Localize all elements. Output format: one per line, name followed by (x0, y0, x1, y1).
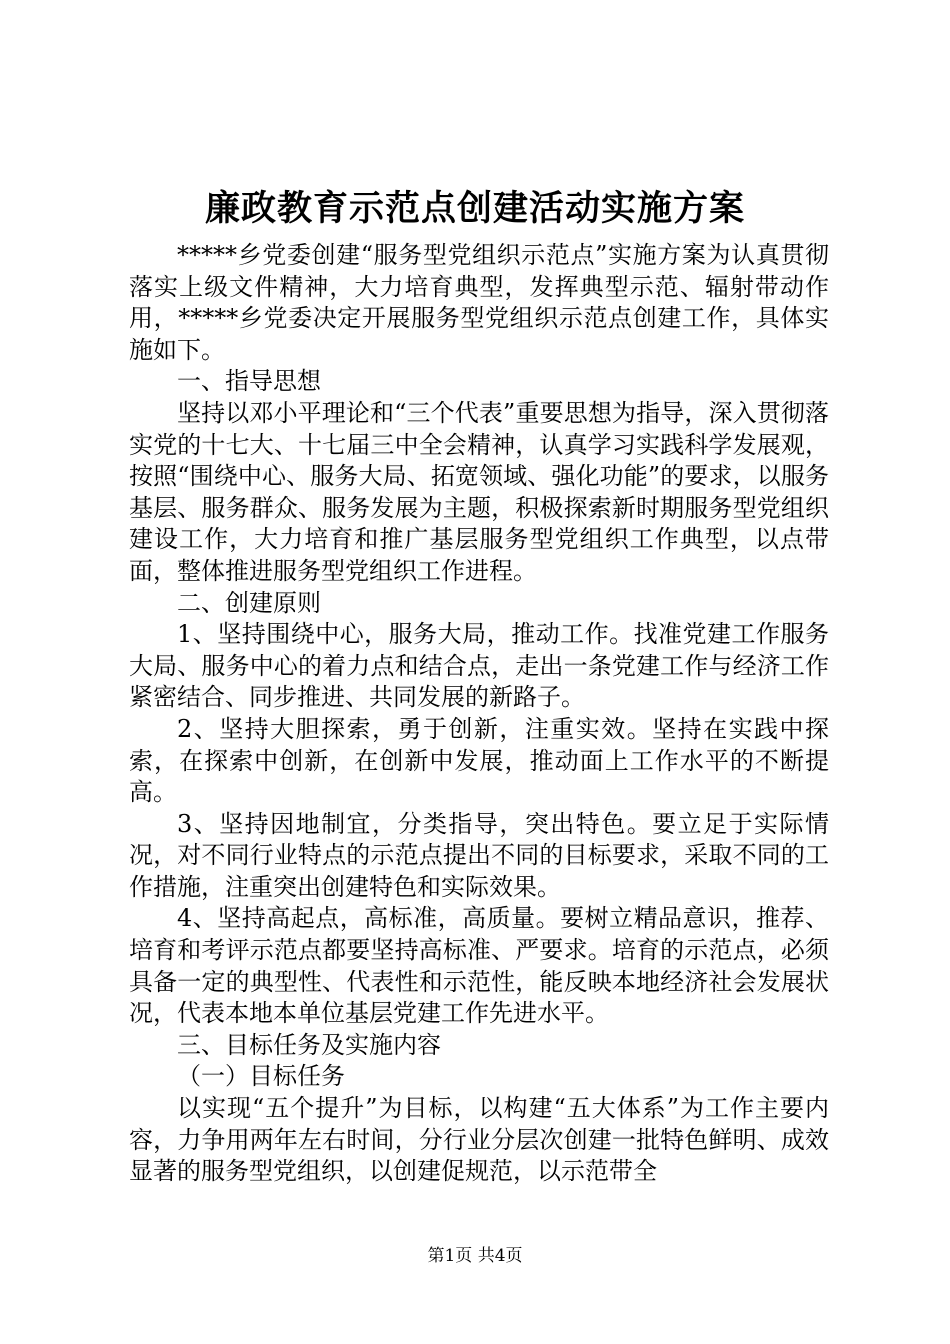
principle-4-paragraph: 4、坚持高起点，高标准，高质量。要树立精品意识，推荐、培育和考评示范点都要坚持高标准、严要求。培育的示范点，必须具备一定的典型性、代表性和示范性，能反映本地经济社会发展状况，代表本地本单位基层党建工作先进水平。 (129, 904, 829, 1028)
subsection-heading-goals: （一）目标任务 (177, 1062, 345, 1091)
guiding-thought-paragraph: 坚持以邓小平理论和“三个代表”重要思想为指导，深入贯彻落实党的十七大、十七届三中全会精神，认真学习实践科学发展观，按照“围绕中心、服务大局、拓宽领域、强化功能”的要求，以服务基层、服务群众、服务发展为主题，积极探索新时期服务型党组织建设工作，大力培育和推广基层服务型党组织工作典型，以点带面，整体推进服务型党组织工作进程。 (129, 398, 829, 585)
intro-paragraph: *****乡党委创建“服务型党组织示范点”实施方案为认真贯彻落实上级文件精神，大力培育典型，发挥典型示范、辐射带动作用，*****乡党委决定开展服务型党组织示范点创建工作，具体实施如下。 (129, 241, 829, 364)
principle-2-paragraph: 2、坚持大胆探索，勇于创新，注重实效。坚持在实践中探索，在探索中创新，在创新中发展，推动面上工作水平的不断提高。 (129, 714, 829, 807)
goals-paragraph: 以实现“五个提升”为目标，以构建“五大体系”为工作主要内容，力争用两年左右时间，分行业分层次创建一批特色鲜明、成效显著的服务型党组织，以创建促规范，以示范带全 (129, 1094, 829, 1186)
page-footer: 第1页 共4页 (427, 1246, 523, 1266)
section-heading-guiding-thought: 一、指导思想 (177, 367, 321, 396)
document-title: 廉政教育示范点创建活动实施方案 (204, 188, 745, 229)
principle-3-paragraph: 3、坚持因地制宜，分类指导，突出特色。要立足于实际情况，对不同行业特点的示范点提出不同的目标要求，采取不同的工作措施，注重突出创建特色和实际效果。 (129, 809, 829, 901)
section-heading-principles: 二、创建原则 (177, 588, 321, 617)
principle-1-paragraph: 1、坚持围绕中心，服务大局，推动工作。找准党建工作服务大局、服务中心的着力点和结合点，走出一条党建工作与经济工作紧密结合、同步推进、共同发展的新路子。 (129, 620, 829, 712)
document-body (129, 240, 829, 1188)
section-heading-tasks: 三、目标任务及实施内容 (177, 1030, 441, 1059)
